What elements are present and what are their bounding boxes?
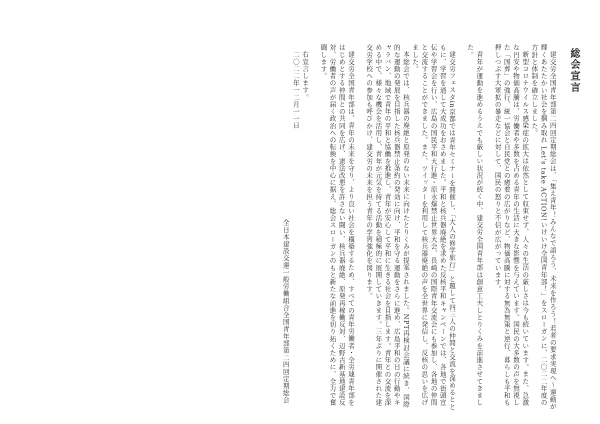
paragraph-situation: 新型コロナウイルス感染症の拡大は依然として収束せず、人々の生活の厳しさは今も続いています。また、急激な円安や物価高騰は、労働者や多数を占める青年の生活に大きな影響を与えています。国民の大多数の声を無視した「国葬」の強行、統一協会と自民党との癒着の広がりなど、物価高騰に対する無為無策と逆行、暮らしも平和も押しつぶす大軍拡の暴走などに対して、国民の怒りと不信が広がっています。 xyxy=(493,44,530,407)
document-title: 総会宣言 xyxy=(568,48,579,94)
paragraph-closing: 右宣言します。 xyxy=(301,50,310,101)
paragraph-activities: 建交労フェスタin京都では青年セミナーを開催し、「大人の修学旅行」と題して四三人の仲間と交流を深めるとともに、学習を通して大成功をおさめました。平和と核兵器廃絶を求めた反核平和キャンペーンでは、各地で街頭宣伝や学習会を行い、広島の国民平和大行進・原水爆禁止世界大会、長崎の国際青年交流会にも参加し、各地の仲間と交流することができました。また、ツイッターを利用して核兵器廃絶の声を全世界に発信し、反核の思いを広げました。 xyxy=(411,44,456,410)
declaration-organization: 全日本建設交運一般労働組合全国青年部第二四回定期総会 xyxy=(281,219,290,404)
paragraph-resolution: 建交労全国青年部は、青年の未来を守り、より良い社会を構築するため、すべての青年労働者・全労連青年部をはじめとする仲間との共同を広げ、憲法改悪を許さない闘い、核兵器廃絶、原発再稼働反対、辺野古新基地建設反対、労働者の声が届く政治への転換を中心に据え、総会スローガンのもと新たな前進を切り拓くために、全力で奮闘します。 xyxy=(319,44,355,407)
declaration-date: 二〇二二年一二月一一日 xyxy=(291,50,300,129)
paragraph-slogan: 建交労全国青年部第二四回定期総会は、「集え青年！みんなで語ろう、未来を作ろう！若者の要求実現へ～運動が輝くあたたかい社会を掴み取れ Let's take ACTION!いけいけ全国青年部！」をスローガンに、二〇二二年度の方針と体制を確立しました。 xyxy=(530,44,557,410)
paragraph-progress: 青年が運動を進めるうえでも厳しい状況が続く中、建交労全国青年部は創意工夫しとりくみを前進させてきました。 xyxy=(466,44,484,406)
declaration-body xyxy=(80,44,578,412)
paragraph-proposals: 本総会では、核兵器の廃絶と原発のない未来に向けたとりくみが提案されました。NPT再検討会議に続き、国際的な運動の発展を目指した核兵器禁止条約の発効に向け、平和を守る運動をさらに進め、広島平和の日の行動やキャラバン、地域で青年の平和と協働を推進し、青年が安心して平和に生きる社会を目指します。青年との交流を深める中で、様々な機会を活用し、青年が元気を持てる活動を積極的に展開していきます。三年ぶりに開催された建交労学校への参加も呼びかけ、建交労の未来を担う青年の学習強化を図ります。 xyxy=(365,44,410,408)
